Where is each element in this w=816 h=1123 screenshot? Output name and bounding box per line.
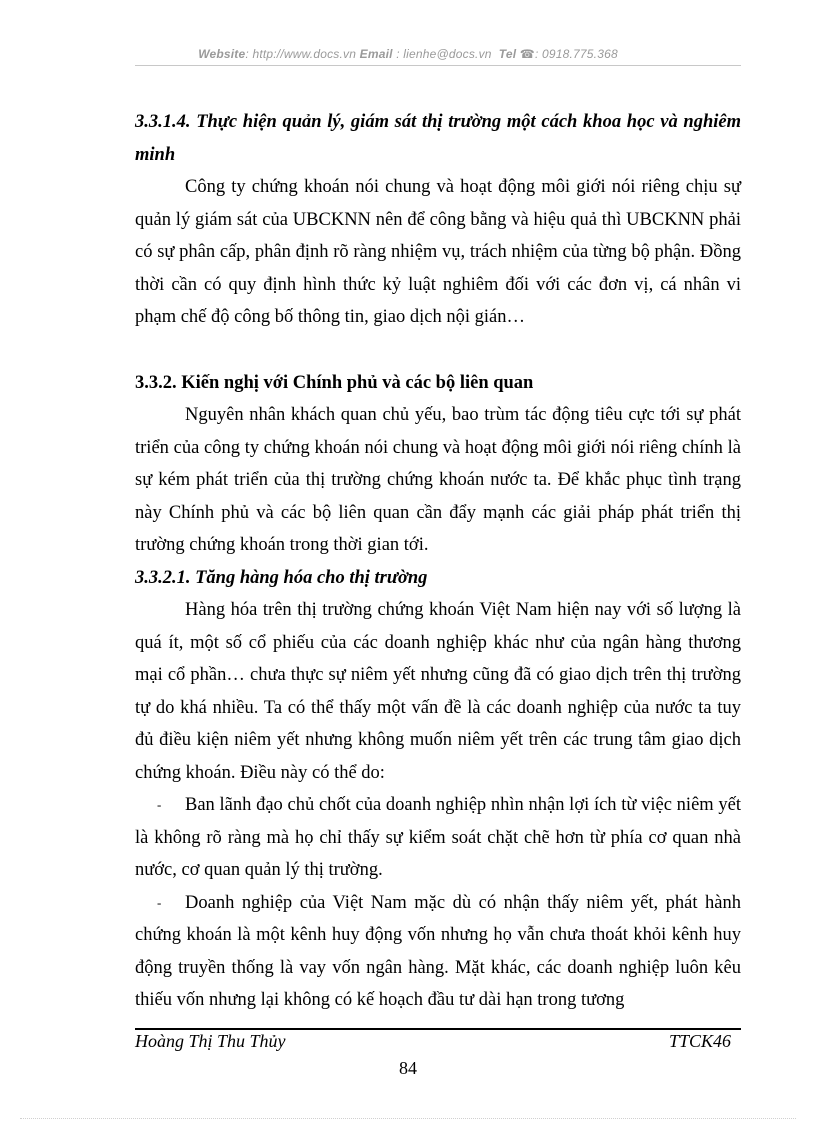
bullet-text: Doanh nghiệp của Việt Nam mặc dù có nhận thấy niêm yết, phát hành chứng khoán là một kênh huy động vốn nhưng họ vẫn chưa thoát khỏi kênh huy động truyền thống là vay vốn ngân hàng. Mặt khác, các doanh nghiệp luôn kêu thiếu vốn nhưng lại không có kế hoạch đầu tư dài hạn trong tương (135, 892, 741, 1010)
website-value[interactable]: : http://www.docs.vn (245, 47, 357, 61)
bullet-text: Ban lãnh đạo chủ chốt của doanh nghiệp nhìn nhận lợi ích từ việc niêm yết là không rõ ràng mà họ chỉ thấy sự kiểm soát chặt chẽ hơn từ phía cơ quan nhà nước, cơ quan quản lý thị trường. (135, 795, 741, 880)
paragraph: Nguyên nhân khách quan chủ yếu, bao trùm tác động tiêu cực tới sự phát triển của công ty chứng khoán nói chung và hoạt động môi giới nói riêng chính là sự kém phát triển của thị trường chứng khoán nước ta. Để khắc phục tình trạng này Chính phủ và các bộ liên quan cần đẩy mạnh các giải pháp phát triển thị trường chứng khoán trong thời gian tới. (135, 405, 741, 555)
bullet-marker: - (157, 894, 162, 910)
paragraph: Hàng hóa trên thị trường chứng khoán Việt Nam hiện nay với số lượng là quá ít, một số cổ phiếu của các doanh nghiệp khác như của ngân hàng thương mại cổ phần… chưa thực sự niêm yết nhưng cũng đã có giao dịch trên thị trường tự do khá nhiều. Ta có thể thấy một vấn đề là các doanh nghiệp của nước ta tuy đủ điều kiện niêm yết nhưng không muốn niêm yết trên các trung tâm giao dịch chứng khoán. Điều này có thể do: (135, 600, 741, 783)
bullet-marker: - (157, 797, 162, 812)
website-label: Website (198, 47, 246, 61)
author-name: Hoàng Thị Thu Thủy (135, 1031, 286, 1051)
tel-value: : 0918.775.368 (534, 47, 618, 61)
bullet-item (135, 887, 741, 1017)
email-label: Email (359, 47, 393, 61)
section-heading-3-3-1-4: 3.3.1.4. Thực hiện quản lý, giám sát thị trường một cách khoa học và nghiêm minh (135, 112, 741, 165)
phone-icon: ☎ (519, 47, 535, 61)
footer-divider (135, 1028, 741, 1030)
email-value[interactable]: : lienhe@docs.vn (396, 47, 492, 61)
page-header (0, 47, 816, 61)
section-heading-3-3-2: 3.3.2. Kiến nghị với Chính phủ và các bộ liên quan (135, 372, 534, 393)
header-divider (135, 65, 741, 66)
class-code: TTCK46 (668, 1031, 731, 1051)
page-bottom-border (20, 1118, 796, 1119)
bullet-item (135, 789, 741, 887)
tel-label: Tel (498, 47, 517, 61)
page-number: 84 (399, 1058, 417, 1078)
document-body (135, 106, 741, 1017)
page-footer (135, 1031, 741, 1057)
section-heading-3-3-2-1: 3.3.2.1. Tăng hàng hóa cho thị trường (135, 567, 428, 588)
paragraph: Công ty chứng khoán nói chung và hoạt động môi giới nói riêng chịu sự quản lý giám sát của UBCKNN nên để công bằng và hiệu quả thì UBCKNN phải có sự phân cấp, phân định rõ ràng nhiệm vụ, trách nhiệm của từng bộ phận. Đồng thời cần có quy định hình thức kỷ luật nghiêm đối với các đơn vị, cá nhân vi phạm chế độ công bố thông tin, giao dịch nội gián… (135, 177, 741, 327)
